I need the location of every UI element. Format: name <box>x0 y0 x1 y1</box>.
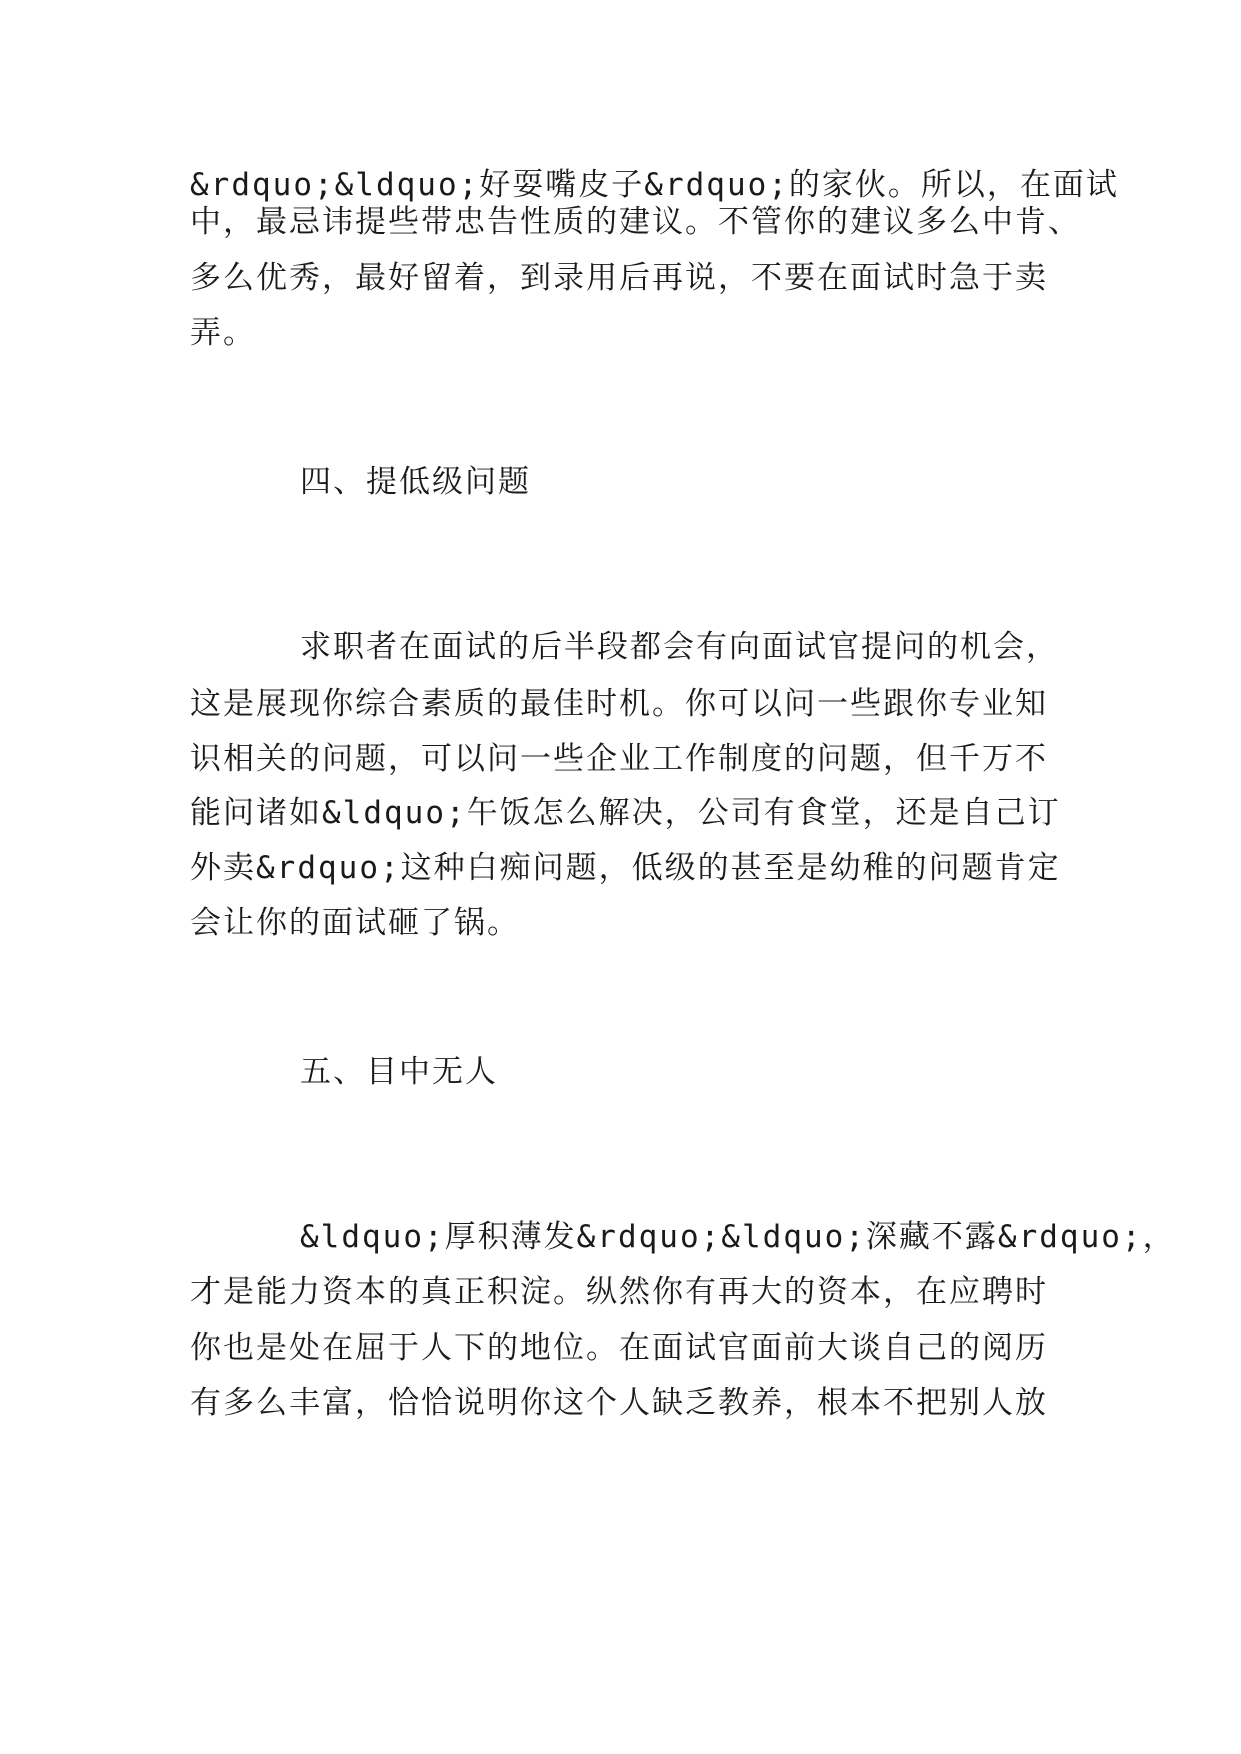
paragraph-line: 这是展现你综合素质的最佳时机。你可以问一些跟你专业知 <box>190 686 1048 722</box>
paragraph-line: 求职者在面试的后半段都会有向面试官提问的机会， <box>300 629 1059 665</box>
paragraph-line: 识相关的问题，可以问一些企业工作制度的问题，但千万不 <box>190 741 1048 777</box>
paragraph-line: 外卖&rdquo;这种白痴问题，低级的甚至是幼稚的问题肯定 <box>190 850 1061 886</box>
paragraph-line: 多么优秀，最好留着，到录用后再说，不要在面试时急于卖 <box>190 260 1048 296</box>
paragraph-line: &ldquo;厚积薄发&rdquo;&ldquo;深藏不露&rdquo;， <box>300 1219 1176 1255</box>
paragraph-line: 你也是处在屈于人下的地位。在面试官面前大谈自己的阅历 <box>190 1330 1048 1366</box>
paragraph-line: 有多么丰富，恰恰说明你这个人缺乏教养，根本不把别人放 <box>190 1385 1048 1421</box>
paragraph-line: 才是能力资本的真正积淀。纵然你有再大的资本，在应聘时 <box>190 1274 1048 1310</box>
section-heading: 四、提低级问题 <box>300 464 531 500</box>
paragraph-line: 能问诸如&ldquo;午饭怎么解决，公司有食堂，还是自己订 <box>190 795 1061 831</box>
paragraph-line: 弄。 <box>190 315 256 351</box>
paragraph-line: 会让你的面试砸了锅。 <box>190 905 520 941</box>
paragraph-line: &rdquo;&ldquo;好耍嘴皮子&rdquo;的家伙。所以，在面试 <box>190 167 1119 203</box>
paragraph-line: 中，最忌讳提些带忠告性质的建议。不管你的建议多么中肯、 <box>190 204 1081 240</box>
section-heading: 五、目中无人 <box>300 1054 498 1090</box>
